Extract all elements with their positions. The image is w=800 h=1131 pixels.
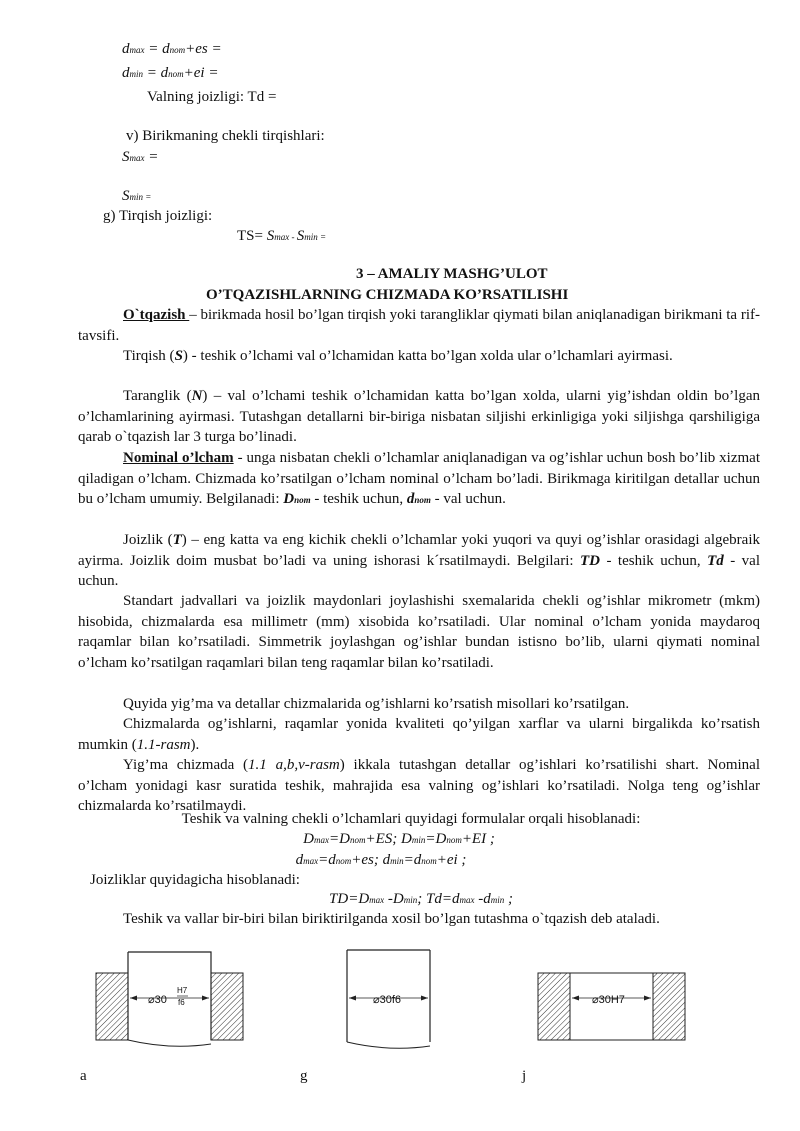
paragraph-quyida: Quyida yig’ma va detallar chizmalarida og’ishlarni ko’rsatish misollari ko’rsatilgan. <box>123 696 630 712</box>
v-line: v) Birikmaning chekli tirqishlari: <box>126 128 325 144</box>
paragraph-joizliklar: Joizliklar quyidagicha hisoblanadi: <box>90 872 300 888</box>
figure-j-hole <box>538 973 685 1040</box>
paragraph-teshik-vallar: Teshik va vallar bir-biri bilan biriktirilganda xosil bo’lgan tutashma o`tqazish deb ataladi. <box>123 911 660 927</box>
figure-a-dimension: ⌀30 <box>148 994 167 1006</box>
heading-line2: O’TQAZISHLARNING CHIZMADA KO’RSATILISHI <box>206 287 569 303</box>
formula-d: dmax=dnom+es; dmin=dnom+ei ; <box>295 852 467 868</box>
paragraph-nominal: Nominal o’lcham - unga nisbatan chekli o’lchamlar aniqlanadigan va og’ishlar uchun bosh bo’lib xizmat qiladigan o’lcham. Chizmada ko’rsatilgan o’lcham nominal o’lcham bo’ladi. Birikmaga kiritilgan detallar uchun bu o’lcham umumiy. Belgilanadi: Dnom - teshik uchun, dnom - val uchun. <box>78 450 761 508</box>
paragraph-otqazish: O`tqazish – birikmada hosil bo’lgan tirqish yoki tarangliklar qiymati bilan aniqlanadigan birikmani ta rif-tavsifi. <box>78 307 760 344</box>
heading-line1: 3 – AMALIY MASHG’ULOT <box>356 266 548 282</box>
formula-TD: TD=Dmax -Dmin; Td=dmax -dmin ; <box>329 891 513 907</box>
figure-a-hole-tolerance: H7 <box>177 986 188 995</box>
formula-smin: Smin = <box>122 188 152 204</box>
g-line: g) Tirqish joizligi: <box>103 208 213 224</box>
formula-dmax: dmax = dnom+es = <box>122 41 222 57</box>
paragraph-standart: Standart jadvallari va joizlik maydonlari joylashishi sxemalarida chekli og’ishlar mikrometr (mkm) hisobida, chizmalarda esa millimetr (mm) xisobida ko’rsatiladi. Ular nominal o’lcham yonida maydaroq raqamlar bilan ko’rsatiladi. Simmetrik joylashgan og’ishlar bundan istisno bo’lib, ularni qiymati nominal o’lcham ko’rsatilgan raqamlari bilan teng raqamlar bilan ko’rsatiladi. <box>78 593 760 671</box>
valning-joizligi: Valning joizligi: Td = <box>147 89 277 105</box>
figure-a-shaft-tolerance: f6 <box>178 998 185 1007</box>
paragraph-yigma: Yig’ma chizmada (1.1 a,b,v-rasm) ikkala tutashgan detallar og’ishlari ko’rsatilishi shart. Nominal o’lcham yonidagi kasr suratida teshik, mahrajida esa valning og’ishlari ko’rsatiladi. Nolga teng og’ishlar chizmalarda ko’rsatilmaydi. <box>78 757 760 815</box>
paragraph-joizlik: Joizlik (T) – eng katta va eng kichik chekli o’lchamlar yoki yuqori va quyi og’ishlar orasidagi algebraik ayirma. Joizlik doim musbat bo’ladi va uning ishorasi k´rsatilmaydi. Belgilari: TD - teshik uchun, Td - val uchun. <box>78 532 761 590</box>
formula-ts: TS= Smax - Smin = <box>237 228 327 244</box>
formula-smax: Smax = <box>122 149 159 165</box>
figure-j-dimension: ⌀30H7 <box>592 994 625 1006</box>
paragraph-taranglik: Taranglik (N) – val o’lchami teshik o’lchamidan katta bo’lgan xolda, ularni yig’ishdan oldin bo’lgan o’lchamlarining ayirmasi. Tutashgan detallarni bir-biriga nisbatan siljishi erkinligiga yoki siljishga qarshiligiga qarab o`tqazish lar 3 turga bo’linadi. <box>78 388 760 446</box>
figure-label-a: a <box>80 1068 87 1084</box>
figure-label-g: g <box>300 1068 308 1084</box>
formula-dmin: dmin = dnom+ei = <box>122 65 219 81</box>
figure-tolerance-drawings <box>0 940 800 1070</box>
figure-g-dimension: ⌀30f6 <box>373 994 402 1006</box>
figure-label-j: j <box>522 1068 527 1084</box>
formula-D: Dmax=Dnom+ES; Dmin=Dnom+EI ; <box>303 831 495 847</box>
figure-a-assembly <box>96 952 243 1046</box>
paragraph-teshik-formulas: Teshik va valning chekli o’lchamlari quyidagi formulalar orqali hisoblanadi: <box>181 811 641 827</box>
paragraph-tirqish: Tirqish (S) - teshik o’lchami val o’lchamidan katta bo’lgan xolda ular o’lchamlari ayirmasi. <box>123 348 673 364</box>
figure-g-shaft <box>347 950 430 1048</box>
paragraph-chizmalarda: Chizmalarda og’ishlarni, raqamlar yonida kvaliteti qo’yilgan xarflar va ularni birgalikda ko’rsatish mumkin (1.1-rasm). <box>78 716 760 753</box>
